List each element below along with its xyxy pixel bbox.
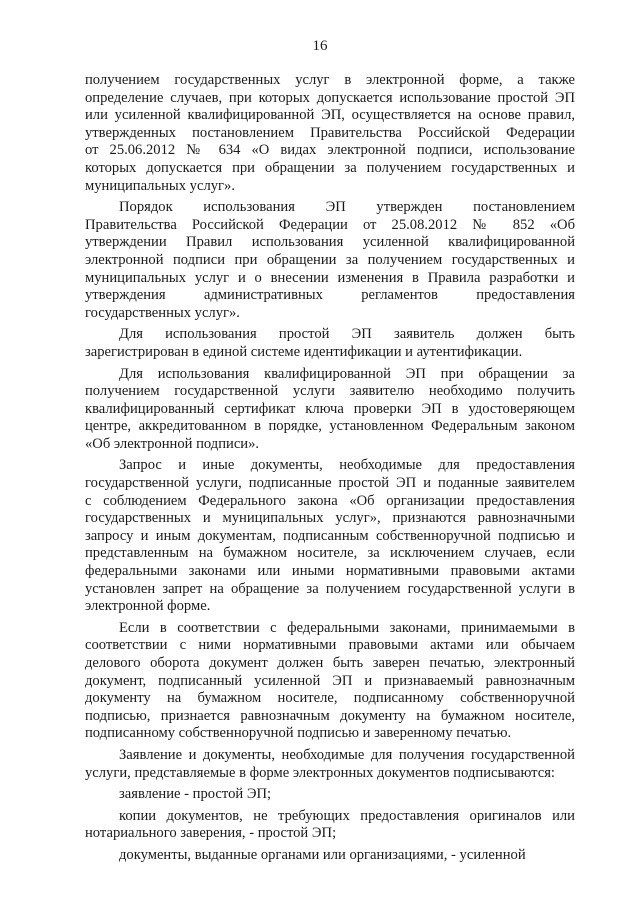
paragraph xyxy=(85,747,575,782)
text-line: «Об электронной подписи». xyxy=(85,435,260,452)
text-line: подписью, признается равнозначным документу на бумажном носителе, xyxy=(85,707,575,724)
text-line: представленным на бумажном носителе, за исключением случаев, если xyxy=(85,545,575,562)
text-line: муниципальных услуг и о внесении изменения в Правила разработки и xyxy=(85,269,575,286)
text-line: Если в соответствии с федеральными законами, принимаемыми в xyxy=(119,619,575,636)
text-line: центре, аккредитованном в порядке, установленном Федеральным законом xyxy=(85,418,575,435)
text-line: определение случаев, при которых допускается использование простой ЭП xyxy=(85,89,575,106)
text-line: получением государственной услуги заявителю необходимо получить xyxy=(85,383,575,400)
text-line: Правительства Российской Федерации от 25.08.2012 № 852 «Об xyxy=(85,216,575,233)
text-line: государственных услуг». xyxy=(85,304,240,321)
text-line: зарегистрирован в единой системе идентификации и аутентификации. xyxy=(85,343,523,360)
text-line: заявление - простой ЭП; xyxy=(119,786,272,803)
text-line: Запрос и иные документы, необходимые для предоставления xyxy=(119,457,575,474)
text-line: или усиленной квалифицированной ЭП, осуществляется на основе правил, xyxy=(85,107,575,124)
text-line: муниципальных услуг». xyxy=(85,177,235,194)
paragraph xyxy=(85,199,575,322)
text-line: нотариального заверения, - простой ЭП; xyxy=(85,825,337,842)
text-line: утверждении Правил использования усиленной квалифицированной xyxy=(85,234,575,251)
text-line: получением государственных услуг в электронной форме, а также xyxy=(85,72,575,88)
paragraph xyxy=(85,457,575,615)
text-line: документы, выданные органами или организациями, - усиленной xyxy=(119,846,526,863)
text-line: документ, подписанный усиленной ЭП и признаваемый равнозначным xyxy=(85,672,575,689)
text-line: копии документов, не требующих предоставления оригиналов или xyxy=(119,807,575,824)
paragraph xyxy=(85,620,575,743)
text-line: с соблюдением Федерального закона «Об организации предоставления xyxy=(85,492,575,509)
document-body xyxy=(85,72,575,869)
text-line: делового оборота документ должен быть заверен печатью, электронный xyxy=(85,655,575,671)
page-number: 16 xyxy=(312,38,328,54)
text-line: электронной подписи при обращении за получением государственных и xyxy=(85,251,575,268)
text-line: федеральными законами или иными нормативными правовыми актами xyxy=(85,563,575,580)
text-line: электронной форме. xyxy=(85,598,211,615)
text-line: которых допускается при обращении за получением государственных и xyxy=(85,159,575,176)
paragraph xyxy=(85,326,575,361)
paragraph xyxy=(85,366,575,454)
text-line: Для использования квалифицированной ЭП при обращении за xyxy=(119,365,575,382)
text-line: подписанному собственноручной подписью и заверенному печатью. xyxy=(85,725,512,742)
text-line: Порядок использования ЭП утвержден постановлением xyxy=(119,199,575,216)
text-line: установлен запрет на обращение за получением государственной услуги в xyxy=(85,580,575,597)
text-line: Заявление и документы, необходимые для получения государственной xyxy=(119,746,575,763)
text-line: соответствии с ними нормативными правовыми актами или обычаем xyxy=(85,637,575,654)
paragraph xyxy=(85,786,575,804)
text-line: государственной услуги, подписанные простой ЭП и поданные заявителем xyxy=(85,475,575,492)
text-line: от 25.06.2012 № 634 «О видах электронной подписи, использование xyxy=(85,142,575,159)
text-line: утвержденных постановлением Правительства Российской Федерации xyxy=(85,124,575,141)
text-line: документу на бумажном носителе, подписанному собственноручной xyxy=(85,690,575,707)
text-line: утверждения административных регламентов предоставления xyxy=(85,287,575,304)
text-line: услуги, представляемые в форме электронных документов подписываются: xyxy=(85,764,555,781)
text-line: квалифицированный сертификат ключа проверки ЭП в удостоверяющем xyxy=(85,400,575,417)
paragraph xyxy=(85,72,575,195)
text-line: государственных и муниципальных услуг», признаются равнозначными xyxy=(85,510,575,527)
paragraph xyxy=(85,808,575,843)
text-line: Для использования простой ЭП заявитель должен быть xyxy=(119,326,575,343)
paragraph xyxy=(85,847,575,865)
text-line: запросу и иным документам, подписанным собственноручной подписью и xyxy=(85,527,575,544)
